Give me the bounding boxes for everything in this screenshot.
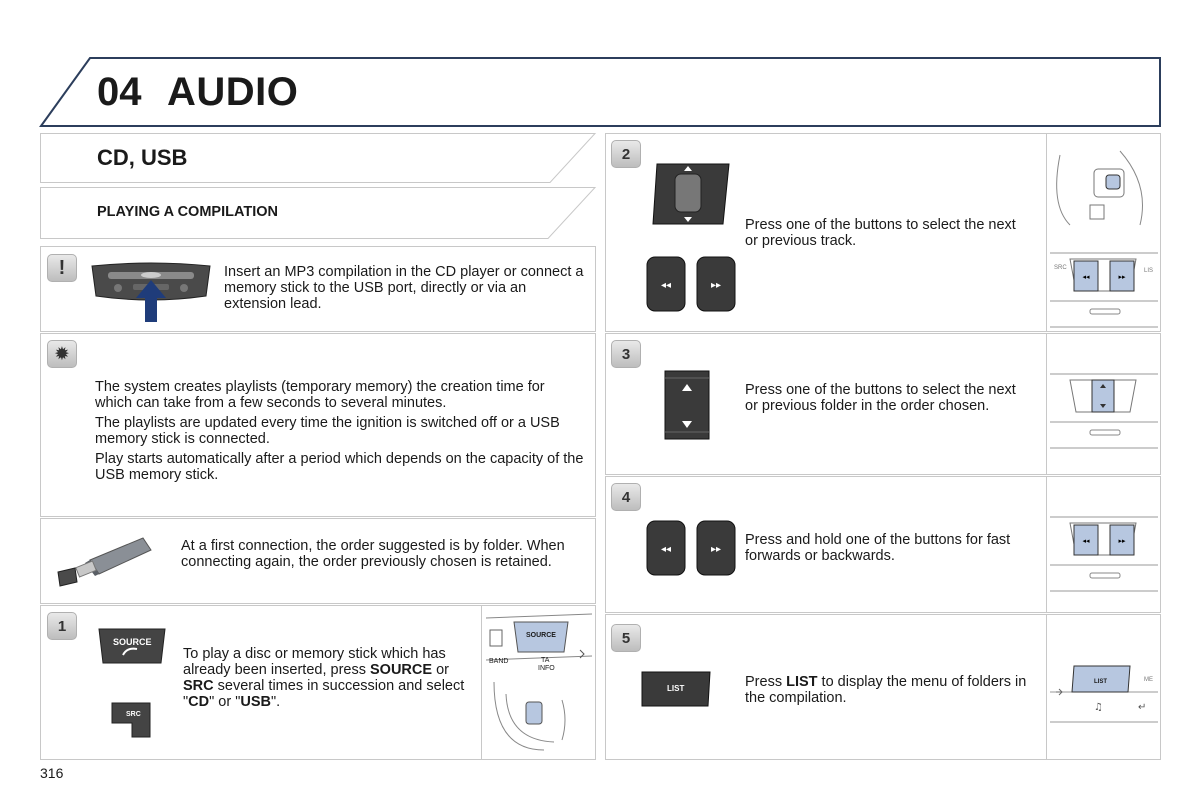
step5-badge: 5 — [611, 624, 641, 652]
track-scroll-wheel[interactable] — [651, 160, 731, 226]
step4-text: Press and hold one of the buttons for fast forwards or backwards. — [745, 532, 1011, 564]
step4-badge: 4 — [611, 483, 641, 511]
svg-text:◂◂: ◂◂ — [660, 280, 672, 291]
console-diagram-track — [1050, 251, 1158, 329]
svg-text:↵: ↵ — [1138, 702, 1147, 713]
rewind-button[interactable] — [646, 520, 686, 576]
step2-badge: 2 — [611, 140, 641, 168]
svg-text:♫: ♫ — [1094, 702, 1103, 713]
section-title: CD, USB — [97, 145, 188, 170]
step1-bold-usb: USB — [240, 694, 271, 710]
svg-text:◂◂: ◂◂ — [660, 544, 672, 555]
diagram-side-left: SRC — [1054, 265, 1067, 271]
wheel-diagram — [1050, 145, 1158, 229]
chapter-title: AUDIO — [167, 70, 299, 114]
prev-track-button[interactable] — [646, 256, 686, 312]
step5-text — [745, 674, 1030, 706]
source-button-label: SOURCE — [113, 637, 152, 647]
src-button[interactable] — [110, 701, 152, 739]
console-diagram-folder — [1050, 372, 1158, 450]
usb-text: At a first connection, the order suggested is by folder. When connecting again, the order previously chosen is retained. — [181, 538, 565, 570]
console-diagram-seek — [1050, 515, 1158, 593]
step1-text-part: ". — [270, 694, 281, 710]
subsection-title: PLAYING A COMPILATION — [97, 204, 278, 220]
svg-text:▸▸: ▸▸ — [1118, 273, 1126, 281]
svg-text:▸▸: ▸▸ — [1118, 537, 1126, 545]
src-button-label: SRC — [126, 711, 141, 718]
warning-badge — [47, 254, 77, 282]
diagram-label-ta: TA — [541, 657, 550, 664]
step1-text-part: several times in succession and select " — [183, 678, 465, 710]
fast-forward-button[interactable] — [696, 520, 736, 576]
step1-text-part: or — [432, 662, 449, 678]
step3-text: Press one of the buttons to select the next or previous folder in the order chosen. — [745, 382, 1016, 414]
list-button-label: LIST — [667, 684, 685, 693]
step5-text-part: Press — [745, 674, 787, 690]
tip-badge — [47, 340, 77, 368]
diagram-side-right: LIS — [1144, 268, 1154, 274]
cd-player-icon — [88, 262, 214, 324]
chapter-number: 04 — [97, 70, 142, 114]
step1-bold-source: SOURCE — [370, 662, 433, 678]
step1-bold-src: SRC — [183, 678, 214, 694]
step1-text-part: To play a disc or memory stick which has already been inserted, press — [183, 646, 446, 678]
diagram-label-me: ME — [1144, 677, 1153, 683]
tip-paragraph: The system creates playlists (temporary memory) the creation time for which can take from a few seconds to several minutes. — [95, 379, 545, 411]
warning-text: Insert an MP3 compilation in the CD player or connect a memory stick to the USB port, directly or via an extension lead. — [224, 264, 584, 312]
step3-badge: 3 — [611, 340, 641, 368]
folder-up-down-button[interactable] — [664, 370, 710, 440]
diagram-label-source: SOURCE — [526, 632, 556, 639]
step1-badge: 1 — [47, 612, 77, 640]
usb-stick-icon — [55, 532, 155, 588]
diagram-label-band: BAND — [489, 658, 509, 665]
console-diagram-list — [1050, 662, 1158, 724]
lightbulb-icon: ✹ — [55, 346, 69, 363]
next-track-button[interactable] — [696, 256, 736, 312]
exclamation-icon: ! — [58, 257, 66, 279]
step5-text-part: to display the menu of folders in the compilation. — [745, 674, 1027, 706]
tip-paragraph: The playlists are updated every time the ignition is switched off or a USB memory stick is connected. — [95, 415, 560, 447]
svg-text:▸▸: ▸▸ — [710, 544, 722, 555]
step5-bold-list: LIST — [786, 674, 818, 690]
tip-text — [95, 379, 585, 487]
step1-text — [183, 646, 473, 710]
step1-text-part: " or " — [209, 694, 241, 710]
page-number: 316 — [40, 765, 64, 781]
tip-paragraph: Play starts automatically after a period which depends on the capacity of the USB memory stick. — [95, 451, 584, 483]
diagram-label-list: LIST — [1094, 679, 1107, 685]
source-button[interactable] — [97, 627, 167, 665]
svg-text:◂◂: ◂◂ — [1082, 273, 1090, 281]
list-button[interactable] — [640, 670, 712, 708]
diagram-label-info: INFO — [538, 665, 555, 672]
svg-text:◂◂: ◂◂ — [1082, 537, 1090, 545]
step2-text: Press one of the buttons to select the next or previous track. — [745, 217, 1016, 249]
step1-bold-cd: CD — [188, 694, 210, 710]
svg-text:▸▸: ▸▸ — [710, 280, 722, 291]
